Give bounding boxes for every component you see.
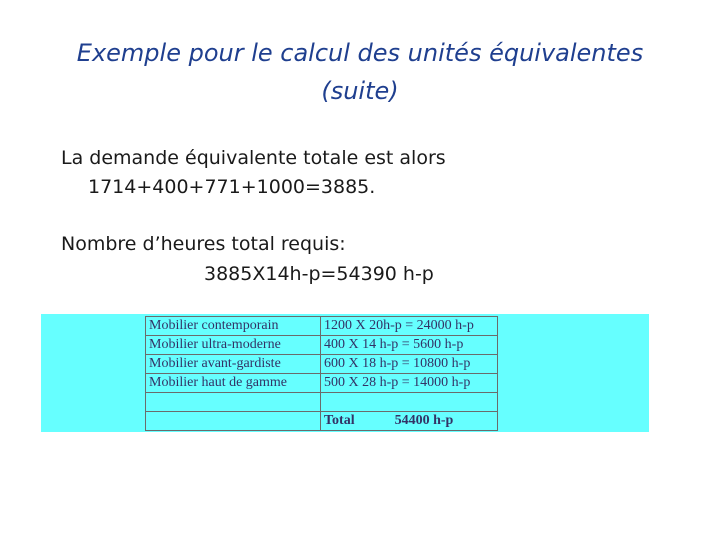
calculation-table-wrapper <box>145 316 498 431</box>
row-label: Mobilier haut de gamme <box>146 374 321 393</box>
table-row <box>146 393 498 412</box>
row-calc: 500 X 28 h-p = 14000 h-p <box>321 374 498 393</box>
row-calc: 600 X 18 h-p = 10800 h-p <box>321 355 498 374</box>
row-calc: 1200 X 20h-p = 24000 h-p <box>321 317 498 336</box>
title-line-1: Exemple pour le calcul des unités équivalentes <box>76 39 644 67</box>
table-total-row <box>146 412 498 431</box>
total-blank-cell <box>146 412 321 431</box>
table-row <box>146 374 498 393</box>
paragraph-demand-line-1: La demande équivalente totale est alors <box>61 147 446 169</box>
row-calc <box>321 393 498 412</box>
calculation-table <box>145 316 498 431</box>
table-row <box>146 317 498 336</box>
total-label: Total <box>324 413 355 428</box>
row-calc: 400 X 14 h-p = 5600 h-p <box>321 336 498 355</box>
row-label <box>146 393 321 412</box>
total-value: 54400 h-p <box>394 413 454 428</box>
row-label: Mobilier ultra-moderne <box>146 336 321 355</box>
title-line-2: (suite) <box>321 77 399 105</box>
table-row <box>146 336 498 355</box>
slide-title <box>40 34 680 110</box>
row-label: Mobilier contemporain <box>146 317 321 336</box>
paragraph-hours-line-2: 3885X14h-p=54390 h-p <box>204 263 434 285</box>
total-cell <box>321 412 498 431</box>
paragraph-hours-line-1: Nombre d’heures total requis: <box>61 233 346 255</box>
paragraph-demand-line-2: 1714+400+771+1000=3885. <box>88 176 376 198</box>
row-label: Mobilier avant-gardiste <box>146 355 321 374</box>
table-row <box>146 355 498 374</box>
